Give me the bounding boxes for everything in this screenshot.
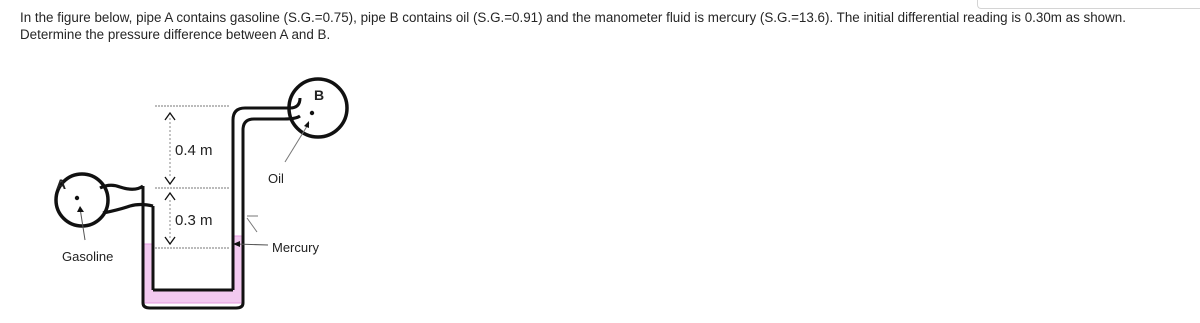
- oil-label: Oil: [268, 171, 284, 186]
- gasoline-label: Gasoline: [62, 249, 114, 264]
- dimension-bottom-label: 0.3 m: [175, 212, 213, 229]
- pipe-a-label: A: [56, 176, 67, 192]
- mercury-label: Mercury: [272, 240, 319, 255]
- dimension-top-label: 0.4 m: [175, 142, 213, 159]
- pipe-b-label: B: [314, 87, 325, 103]
- mercury-fill: [143, 236, 243, 303]
- problem-statement: In the figure below, pipe A contains gasoline (S.G.=0.75), pipe B contains oil (S.G.=0.91) and the manometer fluid is mercury (S.G.=13.6). The initial differential reading is 0.30m as shown. Determine the pressure difference between A and B.: [20, 10, 1126, 42]
